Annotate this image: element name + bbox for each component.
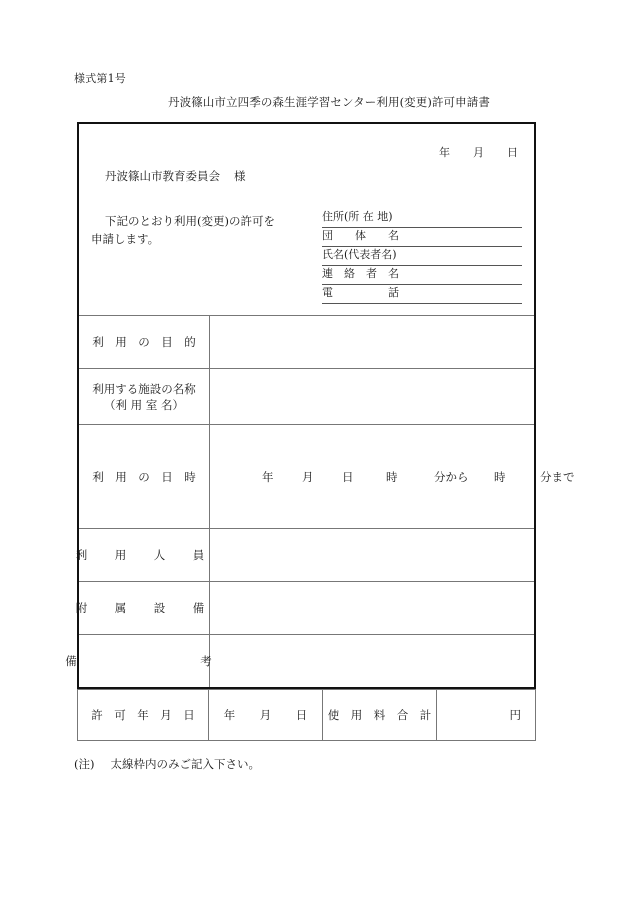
datetime-month: 月 — [302, 469, 314, 484]
permit-date-day: 日 — [295, 708, 308, 722]
row-facility-name-label-line2: （利 用 室 名） — [104, 397, 184, 412]
row-purpose-label-text: 利 用 の 目 的 — [92, 335, 196, 349]
row-attendance — [75, 529, 534, 582]
row-datetime-value[interactable] — [210, 425, 575, 528]
request-statement — [91, 212, 275, 248]
row-purpose-label — [79, 316, 210, 368]
permit-date-month: 月 — [259, 708, 272, 722]
row-facility-name-label — [79, 369, 210, 424]
row-remarks-label-text: 備 考 — [65, 654, 223, 668]
datetime-placeholder-line — [210, 469, 575, 485]
row-datetime-label-text: 利 用 の 日 時 — [92, 469, 196, 484]
applicant-fields — [322, 209, 522, 304]
applicant-field-name[interactable]: 氏名(代表者名) — [322, 247, 522, 266]
row-attendance-value[interactable] — [210, 529, 534, 581]
submission-date-day: 日 — [507, 146, 518, 159]
row-purpose-value[interactable] — [210, 316, 534, 368]
bold-frame — [65, 122, 575, 689]
request-statement-line2: 申請します。 — [91, 232, 160, 246]
datetime-hour-to: 時 — [494, 469, 506, 484]
row-remarks — [65, 635, 534, 687]
applicant-field-contact-person[interactable]: 連 絡 者 名 — [322, 266, 522, 285]
permit-date-value[interactable] — [209, 690, 323, 740]
permit-date-placeholder — [224, 707, 308, 723]
row-facility-name-value[interactable] — [210, 369, 534, 424]
row-attendance-label — [75, 529, 213, 581]
datetime-minute-to: 分まで — [540, 469, 575, 484]
row-equipment-label-text: 附 属 設 備 — [75, 601, 213, 615]
row-datetime — [79, 425, 575, 529]
row-purpose — [79, 316, 534, 369]
request-statement-line1: 下記のとおり利用(変更)の許可を — [105, 214, 275, 228]
applicant-field-organization[interactable]: 団 体 名 — [322, 228, 522, 247]
addressee-honorific: 様 — [234, 169, 246, 183]
footnote-text: 太線枠内のみご記入下さい。 — [110, 757, 260, 771]
row-datetime-label — [79, 425, 210, 528]
fee-currency-unit: 円 — [509, 708, 521, 722]
row-equipment-label — [75, 582, 213, 634]
submission-date-year: 年 — [439, 146, 450, 159]
row-equipment-value[interactable] — [210, 582, 534, 634]
fee-total-value[interactable] — [437, 690, 535, 740]
row-attendance-label-text: 利 用 人 員 — [75, 548, 213, 562]
permit-row — [77, 689, 536, 741]
datetime-year: 年 — [262, 469, 274, 484]
datetime-hour-from: 時 — [386, 469, 398, 484]
submission-date-line — [439, 144, 518, 160]
addressee — [105, 168, 246, 184]
row-facility-name — [79, 369, 534, 425]
row-remarks-label — [65, 635, 223, 687]
row-equipment — [75, 582, 534, 635]
fee-total-label: 使 用 料 合 計 — [323, 690, 437, 740]
addressee-name: 丹波篠山市教育委員会 — [105, 169, 220, 183]
footnote-marker: (注) — [74, 757, 95, 771]
document-title: 丹波篠山市立四季の森生涯学習センター利用(変更)許可申請書 — [168, 95, 490, 109]
datetime-minute-from: 分から — [434, 469, 469, 484]
row-facility-name-label-line1: 利用する施設の名称 — [92, 381, 196, 396]
form-number: 様式第1号 — [74, 72, 126, 85]
applicant-header-block — [79, 124, 534, 316]
permit-date-year: 年 — [223, 708, 236, 722]
submission-date-month: 月 — [473, 146, 484, 159]
permit-date-label: 許 可 年 月 日 — [78, 690, 209, 740]
row-remarks-value[interactable] — [210, 635, 534, 687]
applicant-field-telephone[interactable]: 電 話 — [322, 285, 522, 304]
applicant-field-address[interactable]: 住所(所 在 地) — [322, 209, 522, 228]
datetime-day: 日 — [342, 469, 354, 484]
footnote — [74, 756, 260, 772]
